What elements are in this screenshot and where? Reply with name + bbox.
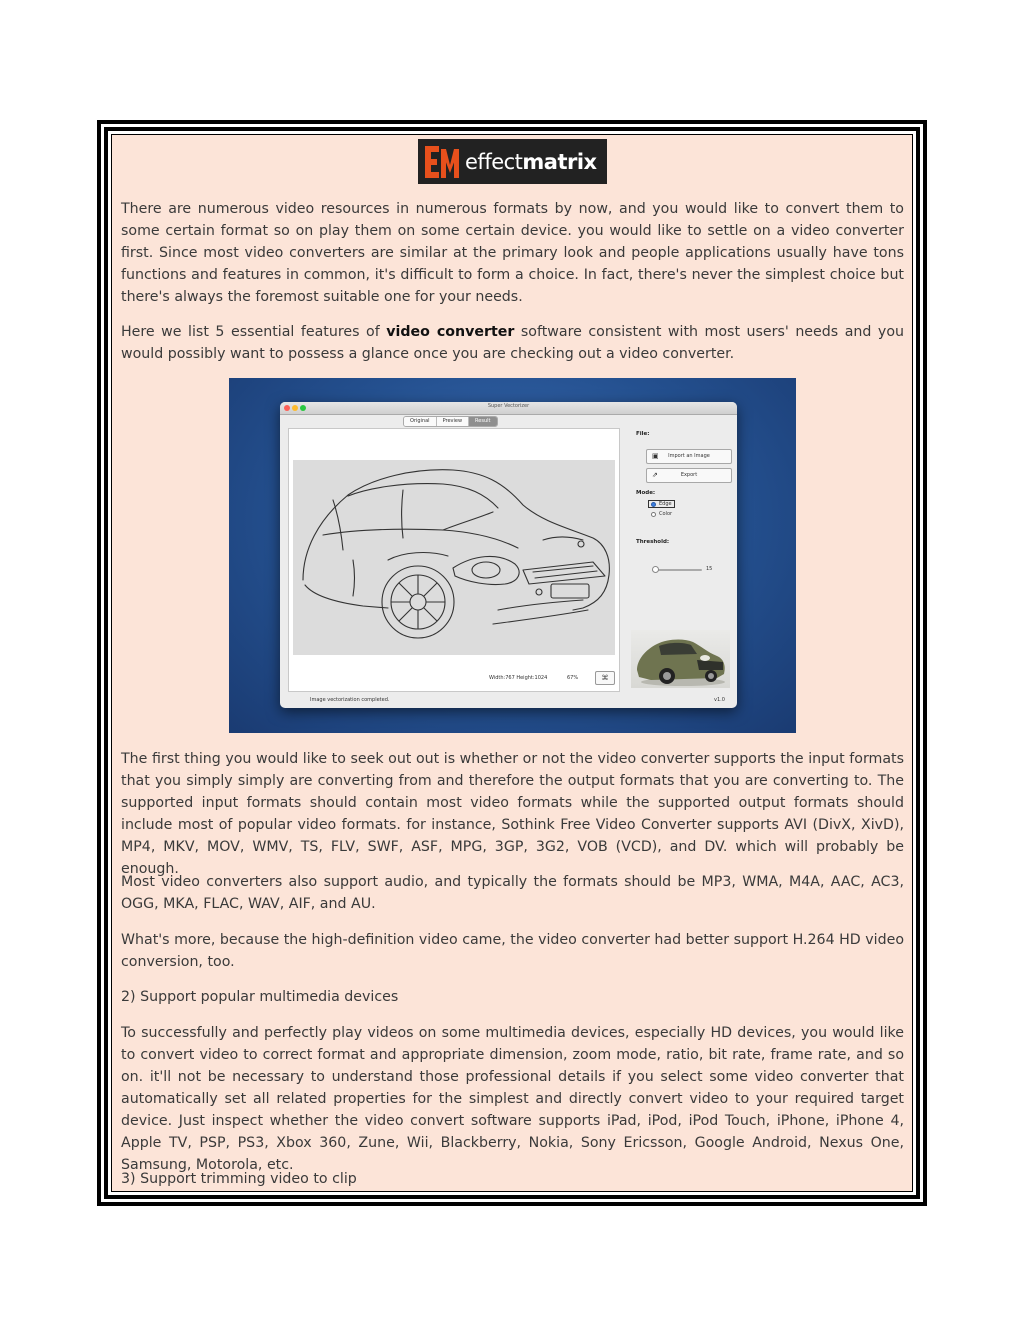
tab-preview: Preview: [437, 417, 469, 426]
status-bar-text: Image vectorization completed.: [310, 697, 390, 703]
super-vectorizer-window: [280, 402, 737, 708]
mode-color-option: Color: [648, 511, 672, 517]
image-icon: ▣: [652, 452, 659, 460]
audio-paragraph: Most video converters also support audio, and typically the formats should be MP3, WMA, M4A, AAC, AC3, OGG, MKA, FLAC, WAV, AIF, and AU.: [121, 874, 904, 912]
file-label: File:: [636, 431, 650, 437]
document-page: [111, 134, 913, 1192]
threshold-label: Threshold:: [636, 539, 670, 545]
devices-paragraph: To successfully and perfectly play videos on some multimedia devices, especially HD devices, you would like to convert video to correct format and appropriate dimension, zoom mode, ratio, bit rate, frame rate, and so on. it'll not be necessary to understand those professional details if you select some video converter that automatically set all related properties for the simplest and directly convert video to your required target device. Just inspect whether the video convert software supports iPad, iPod, iPod Touch, iPhone, iPhone 4, Apple TV, PSP, PS3, Xbox 360, Zune, Wii, Blackberry, Nokia, Sony Ericsson, Google Android, Nexus One, Samsung, Motorola, etc.: [121, 1025, 904, 1173]
video-converter-keyword: video converter: [386, 324, 515, 340]
view-tabs: [403, 416, 498, 427]
threshold-value: 15: [706, 566, 713, 572]
features-intro-paragraph: Here we list 5 essential features of video converter software consistent with most users' needs and you would possibly want to possess a glance once you are checking out a video converter.: [121, 324, 904, 362]
threshold-slider-track: [652, 569, 702, 571]
export-icon: ⇗: [652, 471, 658, 479]
fit-icon: ⌘: [601, 674, 609, 682]
zoom-level: 67%: [567, 675, 579, 681]
edge-focus-ring: Edge: [648, 500, 675, 508]
window-title: Super Vectorizer: [487, 403, 530, 409]
mode-edge-option: [648, 500, 675, 508]
export-button: ⇗ Export: [646, 468, 732, 483]
fit-to-window-button: [595, 671, 615, 685]
section-2-heading: 2) Support popular multimedia devices: [121, 989, 399, 1005]
edge-radio-icon: [651, 502, 656, 507]
formats-paragraph: The first thing you would like to seek out out is whether or not the video converter supports the input formats that you simply simply are converting from and therefore the output formats that you are converting to. The supported input formats should contain most video formats while the supported output formats should include most of popular video formats. for instance, Sothink Free Video Converter supports AVI (DivX, XivD), MP4, MKV, MOV, WMV, TS, FLV, SWF, ASF, MPG, 3GP, 3G2, VOB (VCD), and DV. which will probably be enough.: [121, 751, 904, 877]
car-photo-icon: [631, 630, 730, 688]
car-sketch-icon: [293, 460, 615, 655]
color-radio-icon: [651, 512, 656, 517]
image-canvas: [288, 428, 620, 692]
logo-wordmark: effectmatrix: [465, 149, 597, 174]
original-car-thumbnail: [631, 630, 730, 688]
app-screenshot-figure: [229, 378, 796, 733]
mode-label: Mode:: [636, 490, 656, 496]
window-titlebar: [280, 402, 737, 415]
tab-result: Result: [469, 417, 496, 426]
threshold-slider-knob: [652, 566, 659, 573]
section-3-heading: 3) Support trimming video to clip: [121, 1171, 357, 1187]
tab-original: Original: [404, 417, 437, 426]
intro-paragraph: There are numerous video resources in numerous formats by now, and you would like to convert them to some certain format so on play them on some certain device. you would like to settle on a video converter first. Since most video converters are similar at the primary look and people applications usually have tons functions and features in common, it's difficult to form a choice. In fact, there's never the simplest choice but there's always the foremost suitable one for your needs.: [121, 201, 904, 305]
em-logo-icon: [425, 145, 459, 179]
import-image-button: ▣ Import an Image: [646, 449, 732, 464]
effectmatrix-logo: [418, 139, 607, 184]
version-label: v1.0: [714, 697, 725, 703]
image-dimensions: Width:767 Height:1024: [489, 675, 548, 681]
vectorized-car-image: [293, 460, 615, 655]
hd-paragraph: What's more, because the high-definition video came, the video converter had better support H.264 HD video conversion, too.: [121, 932, 904, 970]
